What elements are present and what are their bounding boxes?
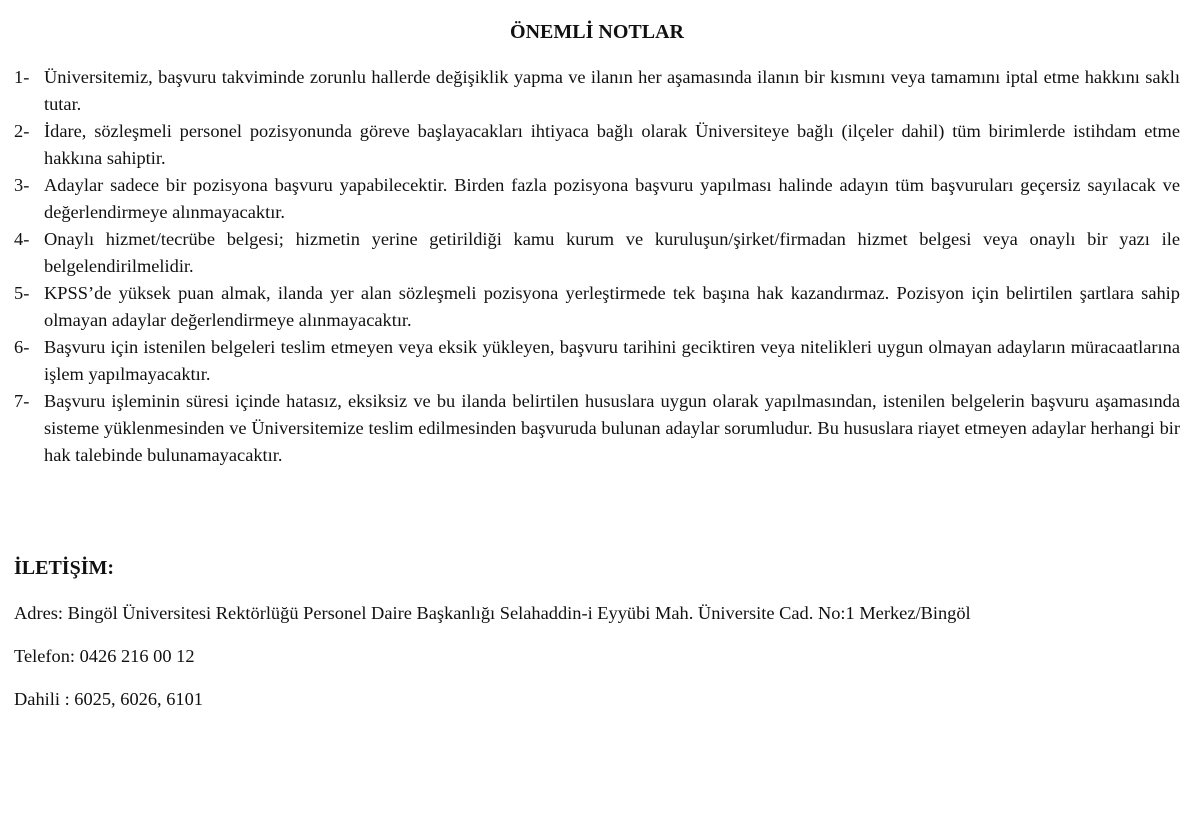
note-item-5 — [14, 280, 1180, 334]
note-number: 6- — [14, 337, 30, 357]
note-text: Üniversitemiz, başvuru takviminde zorunlu hallerde değişiklik yapma ve ilanın her aşamasında ilanın bir kısmını veya tamamını iptal etme hakkını saklı tutar. — [44, 67, 1180, 114]
note-item-4 — [14, 226, 1180, 280]
note-item-7 — [14, 388, 1180, 469]
note-text: İdare, sözleşmeli personel pozisyonunda göreve başlayacakları ihtiyaca bağlı olarak Üniversiteye bağlı (ilçeler dahil) tüm birimlerde istihdam etme hakkına sahiptir. — [44, 121, 1180, 168]
page-title: ÖNEMLİ NOTLAR — [510, 21, 684, 43]
note-number: 7- — [14, 391, 30, 411]
contact-address: Adres: Bingöl Üniversitesi Rektörlüğü Personel Daire Başkanlığı Selahaddin-i Eyyübi Mah. Üniversite Cad. No:1 Merkez/Bingöl — [14, 603, 971, 623]
note-item-3 — [14, 172, 1180, 226]
note-text: KPSS’de yüksek puan almak, ilanda yer alan sözleşmeli pozisyona yerleştirmede tek başına hak kazandırmaz. Pozisyon için belirtilen şartlara sahip olmayan adaylar değerlendirmeye alınmayacaktır. — [44, 283, 1180, 330]
note-item-1 — [14, 64, 1180, 118]
notes-list — [14, 64, 1180, 469]
contact-phone: Telefon: 0426 216 00 12 — [14, 646, 195, 666]
note-text: Başvuru işleminin süresi içinde hatasız, eksiksiz ve bu ilanda belirtilen hususlara uygun olarak yapılmasından, istenilen belgelerin başvuru aşamasında sisteme yüklenmesinden ve Üniversitemize teslim edilmesinden başvuruda bulunan adaylar sorumludur. Bu hususlara riayet etmeyen adaylar herhangi bir hak talebinde bulunamayacaktır. — [44, 391, 1180, 465]
contact-heading: İLETİŞİM: — [14, 557, 115, 579]
note-number: 2- — [14, 121, 30, 141]
note-number: 5- — [14, 283, 30, 303]
contact-section — [14, 555, 1184, 730]
note-number: 1- — [14, 67, 30, 87]
note-item-6 — [14, 334, 1180, 388]
note-text: Onaylı hizmet/tecrübe belgesi; hizmetin yerine getirildiği kamu kurum ve kuruluşun/şirket/firmadan hizmet belgesi veya onaylı bir yazı ile belgelendirilmelidir. — [44, 229, 1180, 276]
note-item-2 — [14, 118, 1180, 172]
note-number: 4- — [14, 229, 30, 249]
contact-extension: Dahili : 6025, 6026, 6101 — [14, 689, 204, 709]
note-text: Başvuru için istenilen belgeleri teslim etmeyen veya eksik yükleyen, başvuru tarihini geciktiren veya nitelikleri uygun olmayan adayların müracaatlarına işlem yapılmayacaktır. — [44, 337, 1180, 384]
note-text: Adaylar sadece bir pozisyona başvuru yapabilecektir. Birden fazla pozisyona başvuru yapılması halinde adayın tüm başvuruları geçersiz sayılacak ve değerlendirmeye alınmayacaktır. — [44, 175, 1180, 222]
note-number: 3- — [14, 175, 30, 195]
